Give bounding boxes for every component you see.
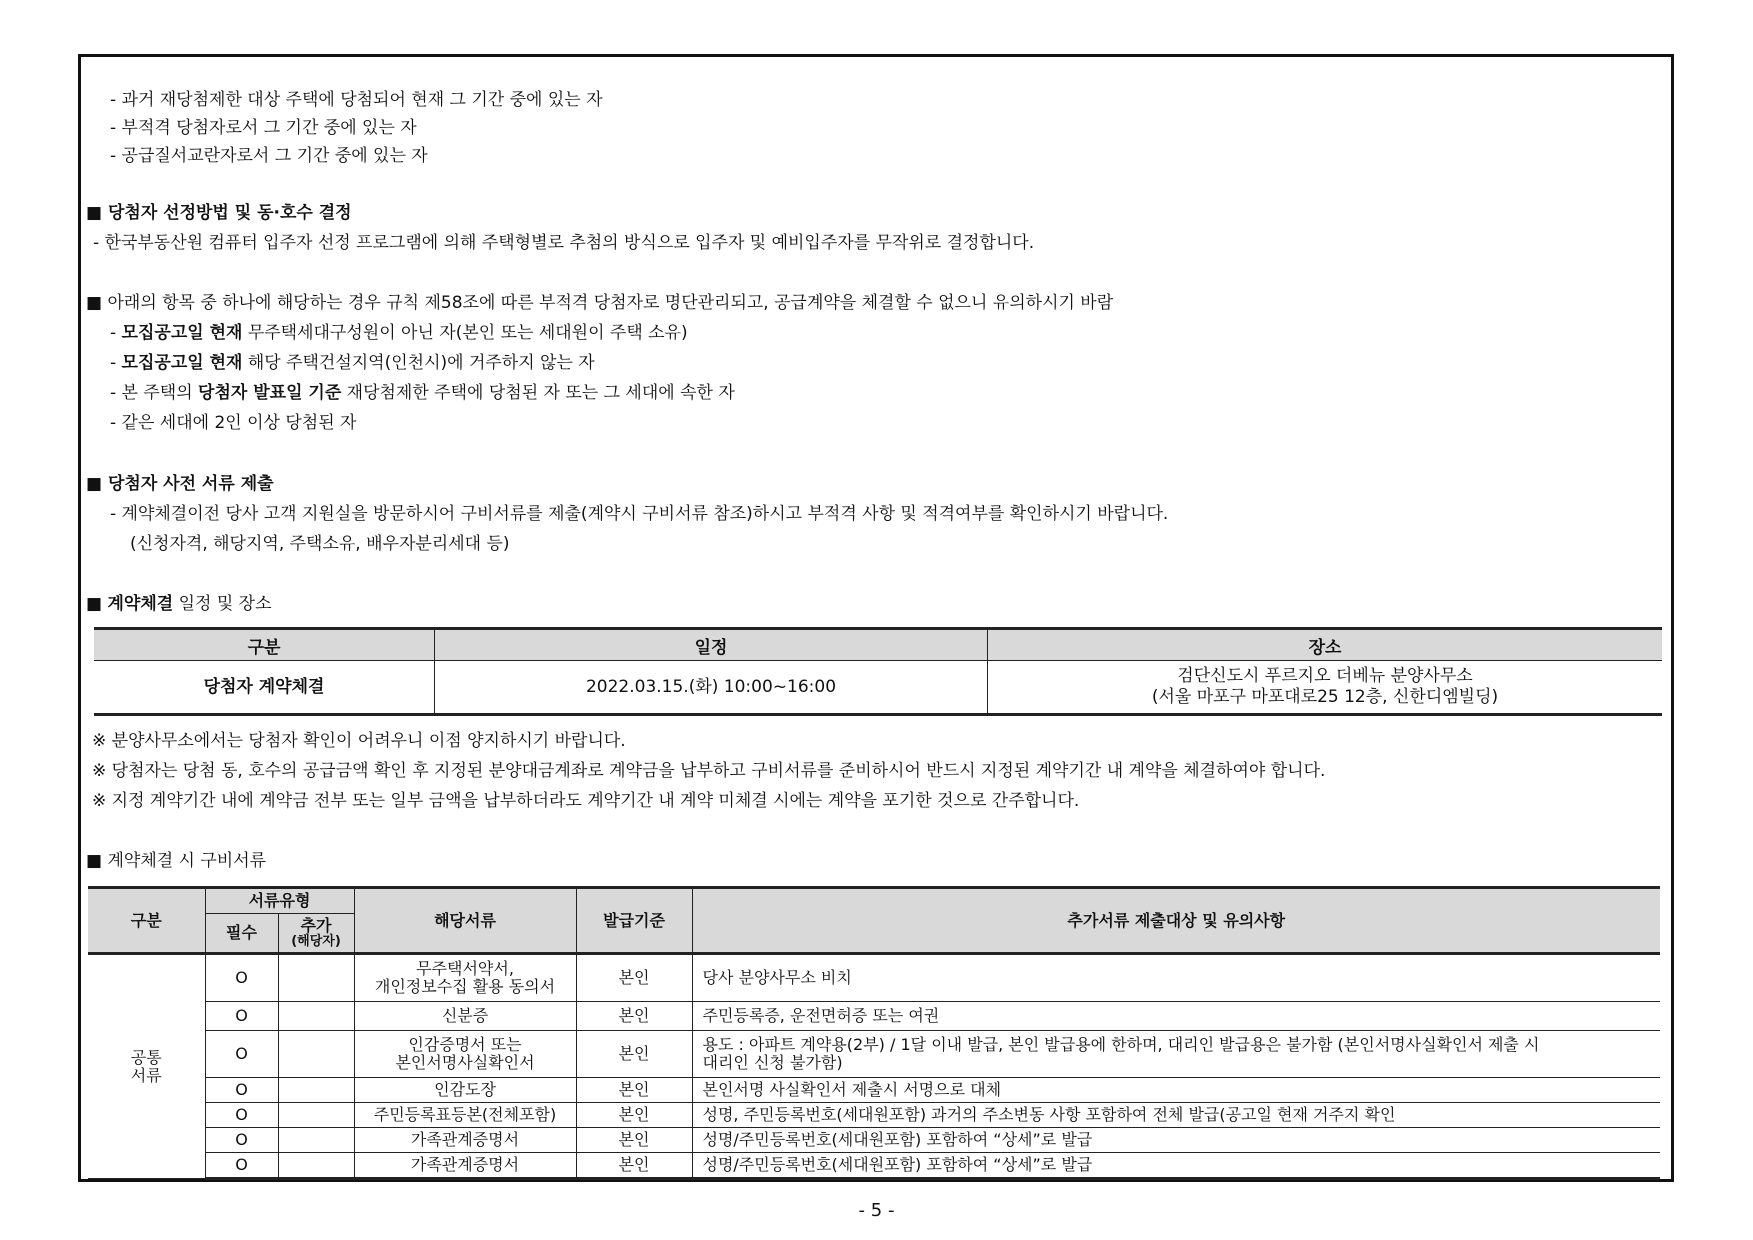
contract-schedule-table bbox=[94, 627, 1662, 716]
cell-required: O bbox=[205, 1153, 278, 1179]
section-heading bbox=[86, 203, 352, 223]
cell-document bbox=[354, 954, 576, 1002]
cell-document bbox=[354, 1031, 576, 1078]
cell-notes: 본인서명 사실확인서 제출시 서명으로 대체 bbox=[692, 1078, 1660, 1103]
cell-basis: 본인 bbox=[576, 1128, 692, 1153]
item-prefix: - 본 주택의 bbox=[110, 383, 199, 403]
cell-basis: 본인 bbox=[576, 1153, 692, 1179]
place-line: (서울 마포구 마포대로25 12층, 신한디엠빌딩) bbox=[1151, 687, 1499, 707]
header-extra bbox=[278, 914, 354, 954]
header-extra-label: 추가 bbox=[300, 916, 332, 935]
list-item bbox=[110, 383, 735, 403]
item-prefix: - bbox=[110, 323, 122, 343]
section-title: 계약체결 시 구비서류 bbox=[107, 851, 267, 871]
header-doctype: 서류유형 bbox=[205, 888, 354, 914]
cell-extra bbox=[278, 1103, 354, 1128]
table-row bbox=[88, 1031, 1660, 1078]
cell-extra bbox=[278, 1128, 354, 1153]
group-label: 공통 bbox=[130, 1047, 162, 1067]
note-line: ※ 분양사무소에서는 당첨자 확인이 어려우니 이점 양지하시기 바랍니다. bbox=[92, 731, 626, 751]
cell-required: O bbox=[205, 1128, 278, 1153]
place-line: 검단신도시 푸르지오 더베뉴 분양사무소 bbox=[1177, 666, 1473, 686]
table-row bbox=[88, 1128, 1660, 1153]
header-notes: 추가서류 제출대상 및 유의사항 bbox=[692, 888, 1660, 954]
cell-basis: 본인 bbox=[576, 1078, 692, 1103]
doc-line: 무주택서약서, bbox=[416, 959, 514, 978]
cell-extra bbox=[278, 1078, 354, 1103]
note-line: 대리인 신청 불가함) bbox=[702, 1053, 843, 1072]
group-label: 서류 bbox=[130, 1065, 162, 1085]
cell-document: 인감도장 bbox=[354, 1078, 576, 1103]
item-text: 재당첨제한 주택에 당첨된 자 또는 그 세대에 속한 자 bbox=[341, 383, 735, 403]
intro-line: - 부적격 당첨자로서 그 기간 중에 있는 자 bbox=[110, 118, 417, 138]
table-row bbox=[88, 1103, 1660, 1128]
table-row bbox=[88, 1153, 1660, 1179]
table-row bbox=[88, 954, 1660, 1002]
section-heading bbox=[86, 851, 266, 871]
cell-basis: 본인 bbox=[576, 1103, 692, 1128]
section-heading bbox=[86, 594, 272, 614]
intro-line: - 과거 재당첨제한 대상 주택에 당첨되어 현재 그 기간 중에 있는 자 bbox=[110, 90, 603, 110]
cell-required: O bbox=[205, 1078, 278, 1103]
header-extra-sub: (해당자) bbox=[291, 934, 341, 949]
doc-line: 개인정보수집 활용 동의서 bbox=[374, 977, 556, 996]
list-item bbox=[110, 353, 595, 373]
cell-extra bbox=[278, 1002, 354, 1031]
note-line: 용도 : 아파트 계약용(2부) / 1달 이내 발급, 본인 발급용에 한하며, 대리인 발급용은 불가함 (본인서명사실확인서 제출 시 bbox=[702, 1035, 1540, 1054]
header-document: 해당서류 bbox=[354, 888, 576, 954]
required-documents-table bbox=[88, 886, 1660, 1180]
note-line: ※ 지정 계약기간 내에 계약금 전부 또는 일부 금액을 납부하더라도 계약기간 내 계약 미체결 시에는 계약을 포기한 것으로 간주합니다. bbox=[92, 791, 1080, 811]
table-row bbox=[88, 1002, 1660, 1031]
cell-basis: 본인 bbox=[576, 954, 692, 1002]
item-bold: 당첨자 발표일 기준 bbox=[198, 383, 342, 403]
cell-notes: 당사 분양사무소 비치 bbox=[692, 954, 1660, 1002]
cell-place bbox=[988, 661, 1663, 715]
header-schedule: 일정 bbox=[435, 629, 988, 661]
section-heading bbox=[86, 474, 274, 494]
cell-required: O bbox=[205, 1103, 278, 1128]
intro-line: - 공급질서교란자로서 그 기간 중에 있는 자 bbox=[110, 146, 428, 166]
cell-required: O bbox=[205, 1031, 278, 1078]
table-header-row bbox=[94, 629, 1662, 661]
cell-document: 주민등록표등본(전체포함) bbox=[354, 1103, 576, 1128]
cell-extra bbox=[278, 954, 354, 1002]
square-bullet-icon: ■ bbox=[86, 203, 103, 223]
table-row bbox=[88, 1078, 1660, 1103]
list-item bbox=[110, 323, 688, 343]
item-prefix: - bbox=[110, 353, 122, 373]
doc-line: 본인서명사실확인서 bbox=[395, 1053, 535, 1072]
section-title: 아래의 항목 중 하나에 해당하는 경우 규칙 제58조에 따른 부적격 당첨자로 명단관리되고, 공급계약을 체결할 수 없으니 유의하시기 바람 bbox=[107, 293, 1114, 313]
cell-schedule: 2022.03.15.(화) 10:00~16:00 bbox=[435, 661, 988, 715]
item-text: 해당 주택건설지역(인천시)에 거주하지 않는 자 bbox=[242, 353, 595, 373]
item-text: 무주택세대구성원이 아닌 자(본인 또는 세대원이 주택 소유) bbox=[242, 323, 688, 343]
cell-required: O bbox=[205, 954, 278, 1002]
cell-document: 가족관계증명서 bbox=[354, 1128, 576, 1153]
section-body: - 계약체결이전 당사 고객 지원실을 방문하시어 구비서류를 제출(계약시 구비서류 참조)하시고 부적격 사항 및 적격여부를 확인하시기 바랍니다. bbox=[110, 504, 1169, 524]
cell-notes: 주민등록증, 운전면허증 또는 여권 bbox=[692, 1002, 1660, 1031]
section-body: - 한국부동산원 컴퓨터 입주자 선정 프로그램에 의해 주택형별로 추첨의 방식으로 입주자 및 예비입주자를 무작위로 결정합니다. bbox=[93, 233, 1035, 253]
section-heading bbox=[86, 293, 1113, 313]
section-title-rest: 일정 및 장소 bbox=[173, 594, 272, 614]
list-item bbox=[110, 413, 356, 433]
table-row bbox=[94, 661, 1662, 715]
cell-extra bbox=[278, 1031, 354, 1078]
cell-required: O bbox=[205, 1002, 278, 1031]
table-header-row bbox=[88, 888, 1660, 914]
note-line: ※ 당첨자는 당첨 동, 호수의 공급금액 확인 후 지정된 분양대금계좌로 계약금을 납부하고 구비서류를 준비하시어 반드시 지정된 계약기간 내 계약을 체결하여야 합니다. bbox=[92, 761, 1326, 781]
header-type: 구분 bbox=[88, 888, 205, 954]
item-prefix: - 같은 세대에 2인 이상 당첨된 자 bbox=[110, 413, 357, 433]
cell-basis: 본인 bbox=[576, 1002, 692, 1031]
cell-notes: 성명, 주민등록번호(세대원포함) 과거의 주소변동 사항 포함하여 전체 발급(공고일 현재 거주지 확인 bbox=[692, 1103, 1660, 1128]
cell-document: 신분증 bbox=[354, 1002, 576, 1031]
item-bold: 모집공고일 현재 bbox=[121, 353, 243, 373]
header-type: 구분 bbox=[94, 629, 435, 661]
doc-line: 인감증명서 또는 bbox=[408, 1035, 522, 1054]
cell-extra bbox=[278, 1153, 354, 1179]
cell-basis: 본인 bbox=[576, 1031, 692, 1078]
group-cell bbox=[88, 954, 205, 1179]
cell-type: 당첨자 계약체결 bbox=[94, 661, 435, 715]
square-bullet-icon: ■ bbox=[86, 594, 103, 614]
square-bullet-icon: ■ bbox=[86, 293, 103, 313]
square-bullet-icon: ■ bbox=[86, 474, 103, 494]
cell-notes: 성명/주민등록번호(세대원포함) 포함하여 “상세”로 발급 bbox=[692, 1128, 1660, 1153]
square-bullet-icon: ■ bbox=[86, 851, 103, 871]
section-title: 당첨자 선정방법 및 동·호수 결정 bbox=[107, 203, 352, 223]
section-body: (신청자격, 해당지역, 주택소유, 배우자분리세대 등) bbox=[130, 534, 510, 554]
section-title-bold: 계약체결 bbox=[107, 594, 174, 614]
header-required: 필수 bbox=[205, 914, 278, 954]
page-number: - 5 - bbox=[858, 1200, 895, 1221]
item-bold: 모집공고일 현재 bbox=[121, 323, 243, 343]
section-title: 당첨자 사전 서류 제출 bbox=[107, 474, 274, 494]
cell-document: 가족관계증명서 bbox=[354, 1153, 576, 1179]
header-basis: 발급기준 bbox=[576, 888, 692, 954]
header-place: 장소 bbox=[988, 629, 1663, 661]
cell-notes bbox=[692, 1031, 1660, 1078]
cell-notes: 성명/주민등록번호(세대원포함) 포함하여 “상세”로 발급 bbox=[692, 1153, 1660, 1179]
